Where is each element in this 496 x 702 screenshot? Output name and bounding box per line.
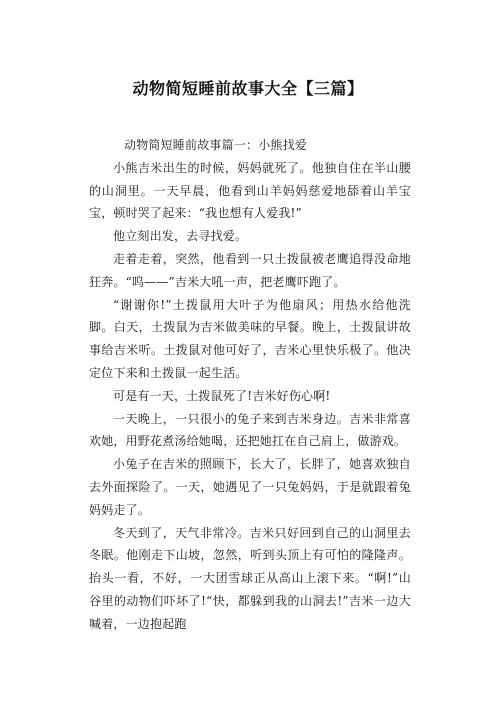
document-title: 动物简短睡前故事大全【三篇】 bbox=[132, 79, 364, 98]
paragraph-6: 一天晚上，一只很小的兔子来到吉米身边。吉米非常喜欢她，用野花煮汤给她喝，还把她扛在自己肩上，做游戏。 bbox=[89, 411, 411, 449]
paragraph-8: 冬天到了，天气非常冷。吉米只好回到自己的山洞里去冬眠。他刚走下山坡，忽然，听到头顶上有可怕的隆隆声。抬头一看，不好，一大团雪球正从高山上滚下来。“啊!”山谷里的动物们吓坏了!“快，都躲到我的山洞去!”吉米一边大喊着，一边抱起跑 bbox=[89, 525, 411, 631]
paragraph-1: 小熊吉米出生的时候，妈妈就死了。他独自住在半山腰的山洞里。一天早晨，他看到山羊妈妈慈爱地舔着山羊宝宝，顿时哭了起来：“我也想有人爱我!” bbox=[89, 160, 411, 221]
paragraph-3: 走着走着，突然，他看到一只土拨鼠被老鹰追得没命地狂奔。“呜——”吉米大吼一声，把老鹰吓跑了。 bbox=[89, 251, 411, 289]
paragraph-5: 可是有一天，土拨鼠死了!吉米好伤心啊! bbox=[113, 388, 331, 403]
document-body bbox=[89, 134, 411, 636]
paragraph-4: “谢谢你!”土拨鼠用大叶子为他扇风；用热水给他洗脚。白天，土拨鼠为吉米做美味的早餐。晚上，土拨鼠讲故事给吉米听。土拨鼠对他可好了，吉米心里快乐极了。他决定位下来和土拨鼠一起生活。 bbox=[89, 297, 411, 380]
paragraph-7: 小兔子在吉米的照顾下，长大了，长胖了，她喜欢独自去外面探险了。一天，她遇见了一只兔妈妈，于是就跟着兔妈妈走了。 bbox=[89, 457, 411, 517]
paragraph-2: 他立刻出发，去寻找爱。 bbox=[113, 229, 248, 244]
section-subtitle: 动物简短睡前故事篇一：小熊找爱 bbox=[124, 138, 308, 152]
